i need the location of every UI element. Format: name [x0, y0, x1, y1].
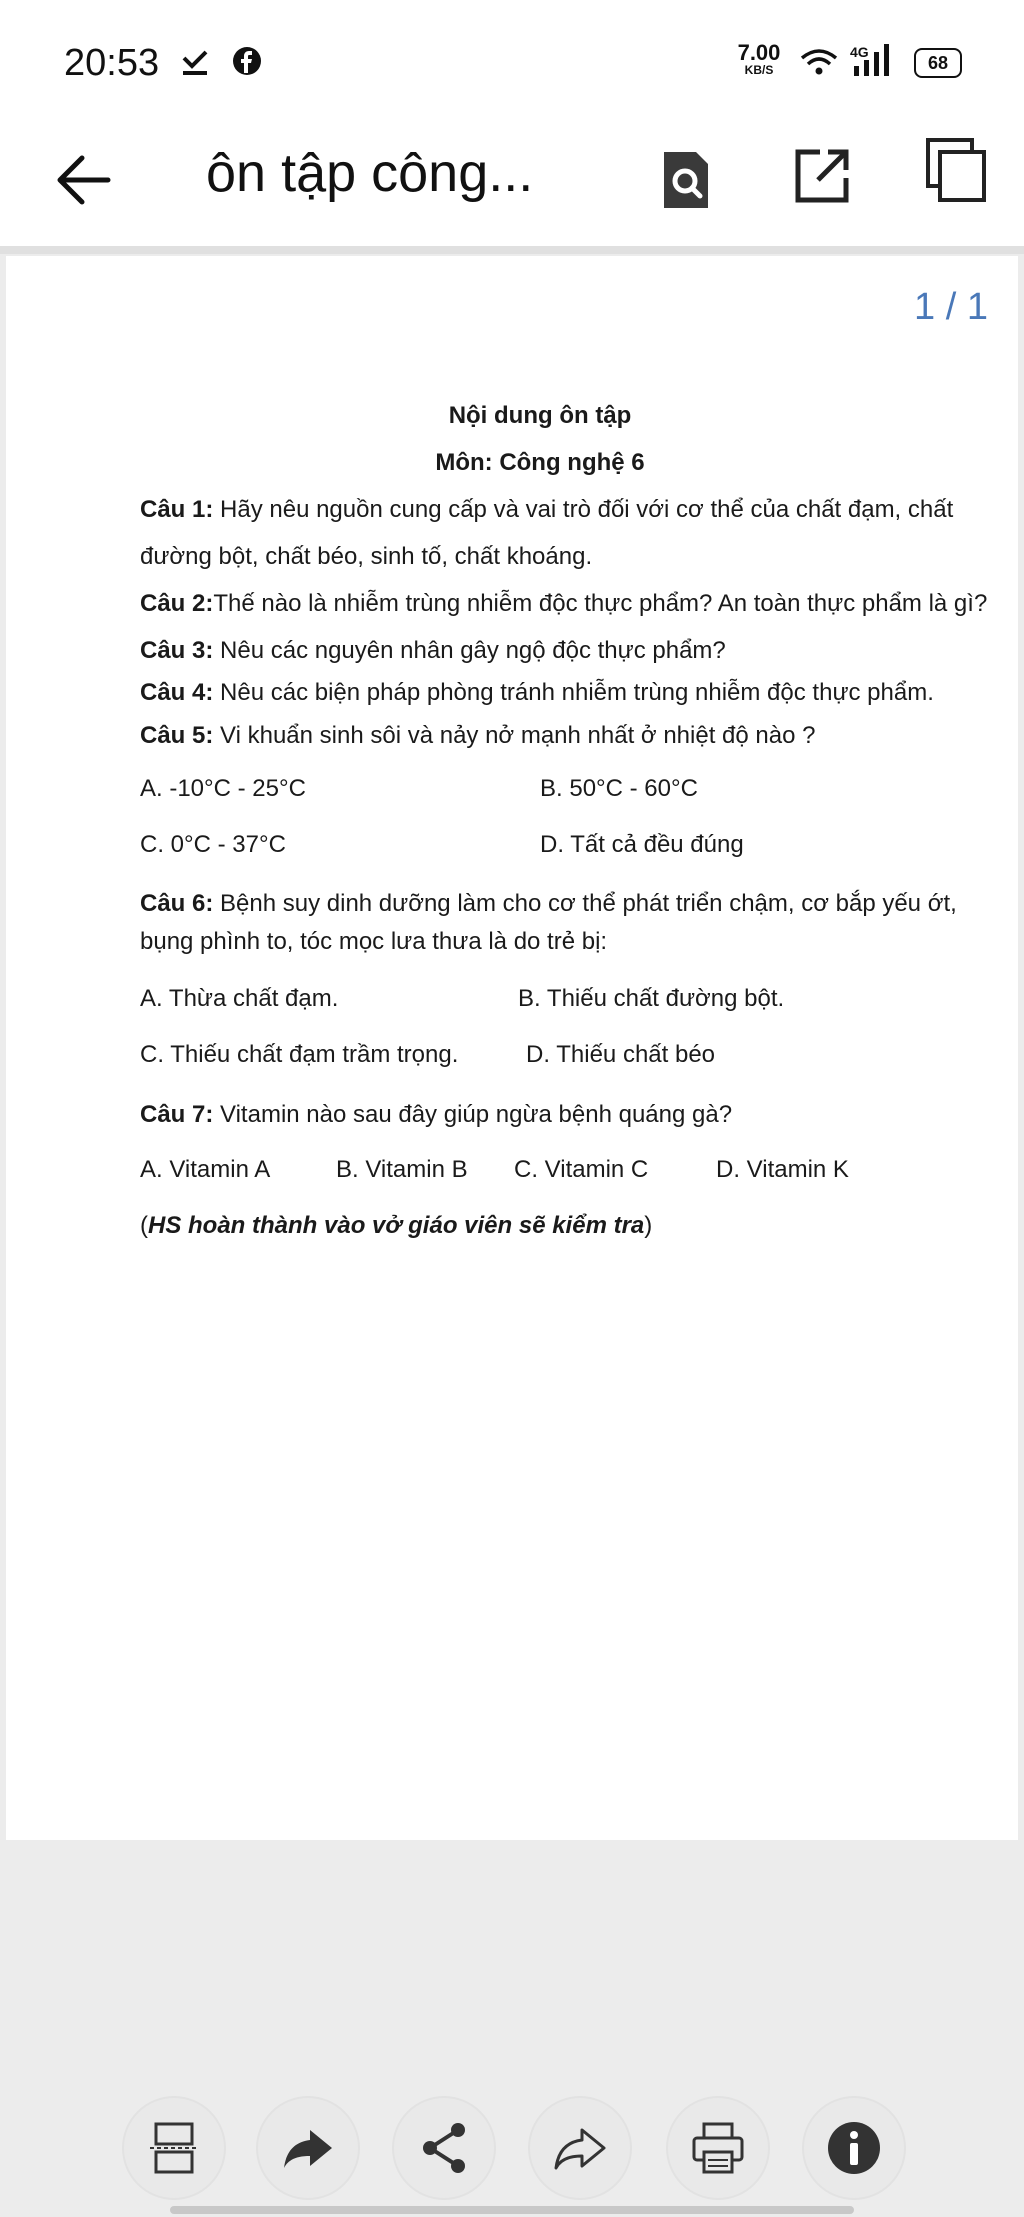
option: A. Thừa chất đạm. — [140, 985, 339, 1012]
search-doc-icon — [654, 148, 718, 212]
signal-icon — [850, 44, 898, 83]
question-7: Câu 7: Vitamin nào sau đây giúp ngừa bệnh quáng gà? — [140, 1101, 733, 1128]
facebook-icon — [232, 46, 262, 81]
teacher-note: (HS hoàn thành vào vở giáo viên sẽ kiểm tra) — [140, 1212, 653, 1239]
question-3: Câu 3: Nêu các nguyên nhân gây ngộ độc thực phẩm? — [140, 637, 726, 664]
print-icon — [690, 2120, 746, 2176]
page-layout-icon — [146, 2120, 202, 2176]
option: A. Vitamin A — [140, 1156, 271, 1183]
doc-heading: Nội dung ôn tập — [448, 402, 632, 429]
option: C. Vitamin C — [514, 1156, 649, 1183]
option: C. Thiếu chất đạm trầm trọng. — [140, 1041, 459, 1068]
open-external-icon — [790, 144, 854, 208]
status-time: 20:53 — [64, 42, 160, 84]
back-button[interactable] — [52, 148, 116, 212]
option: D. Vitamin K — [716, 1156, 849, 1183]
question-7-options — [140, 1146, 1002, 1202]
back-arrow-icon — [52, 148, 116, 212]
info-icon — [826, 2120, 882, 2176]
option: A. -10°C - 25°C — [140, 775, 306, 802]
option: B. Thiếu chất đường bột. — [518, 985, 785, 1012]
option: C. 0°C - 37°C — [140, 831, 286, 858]
print-button[interactable] — [668, 2098, 768, 2198]
info-button[interactable] — [804, 2098, 904, 2198]
document-page[interactable] — [6, 256, 1018, 1840]
option: D. Thiếu chất béo — [526, 1041, 716, 1068]
open-with-button[interactable] — [790, 144, 854, 208]
question-5-options-row-1 — [140, 765, 1002, 821]
page-layout-button[interactable] — [124, 2098, 224, 2198]
option: D. Tất cả đều đúng — [540, 831, 744, 858]
network-type: 4G — [850, 44, 869, 60]
question-5-options-row-2 — [140, 821, 1002, 877]
page-indicator: 1 / 1 — [914, 286, 988, 328]
question-6: Câu 6: Bệnh suy dinh dưỡng làm cho cơ thể phát triển chậm, cơ bắp yếu ớt, bụng phình to, tóc mọc lưa thưa là do trẻ bị: — [140, 890, 957, 955]
app-bar-divider — [0, 246, 1024, 254]
option: B. Vitamin B — [336, 1156, 468, 1183]
forward-icon — [280, 2120, 336, 2176]
question-6-options-row-2 — [140, 1031, 1002, 1087]
doc-subheading: Môn: Công nghệ 6 — [435, 449, 645, 476]
share-button[interactable] — [394, 2098, 494, 2198]
network-speed — [734, 42, 784, 76]
home-indicator[interactable] — [170, 2206, 854, 2214]
send-button[interactable] — [530, 2098, 630, 2198]
download-icon — [180, 46, 210, 81]
status-bar — [0, 0, 1024, 120]
send-icon — [552, 2120, 608, 2176]
bottom-toolbar — [0, 2080, 1024, 2217]
battery-indicator: 68 — [914, 48, 962, 78]
copy-icon — [924, 136, 988, 204]
copy-button[interactable] — [924, 136, 988, 200]
wifi-icon — [800, 48, 838, 81]
question-1: Câu 1: Hãy nêu nguồn cung cấp và vai trò đối với cơ thể của chất đạm, chất đường bột, chất béo, sinh tố, chất khoáng. — [140, 496, 954, 570]
question-4: Câu 4: Nêu các biện pháp phòng tránh nhiễm trùng nhiễm độc thực phẩm. — [140, 679, 934, 706]
question-6-options-row-1 — [140, 975, 1002, 1031]
app-bar — [0, 120, 1024, 250]
document-title: ôn tập công... — [206, 143, 534, 203]
search-document-button[interactable] — [654, 148, 718, 212]
document-content — [140, 392, 1002, 1249]
share-icon — [416, 2120, 472, 2176]
option: B. 50°C - 60°C — [540, 775, 698, 802]
question-5: Câu 5: Vi khuẩn sinh sôi và nảy nở mạnh nhất ở nhiệt độ nào ? — [140, 722, 816, 749]
speed-unit: KB/S — [744, 63, 774, 77]
speed-value: 7.00 — [737, 40, 781, 65]
forward-button[interactable] — [258, 2098, 358, 2198]
question-2: Câu 2:Thế nào là nhiễm trùng nhiễm độc thực phẩm? An toàn thực phẩm là gì? — [140, 590, 988, 617]
